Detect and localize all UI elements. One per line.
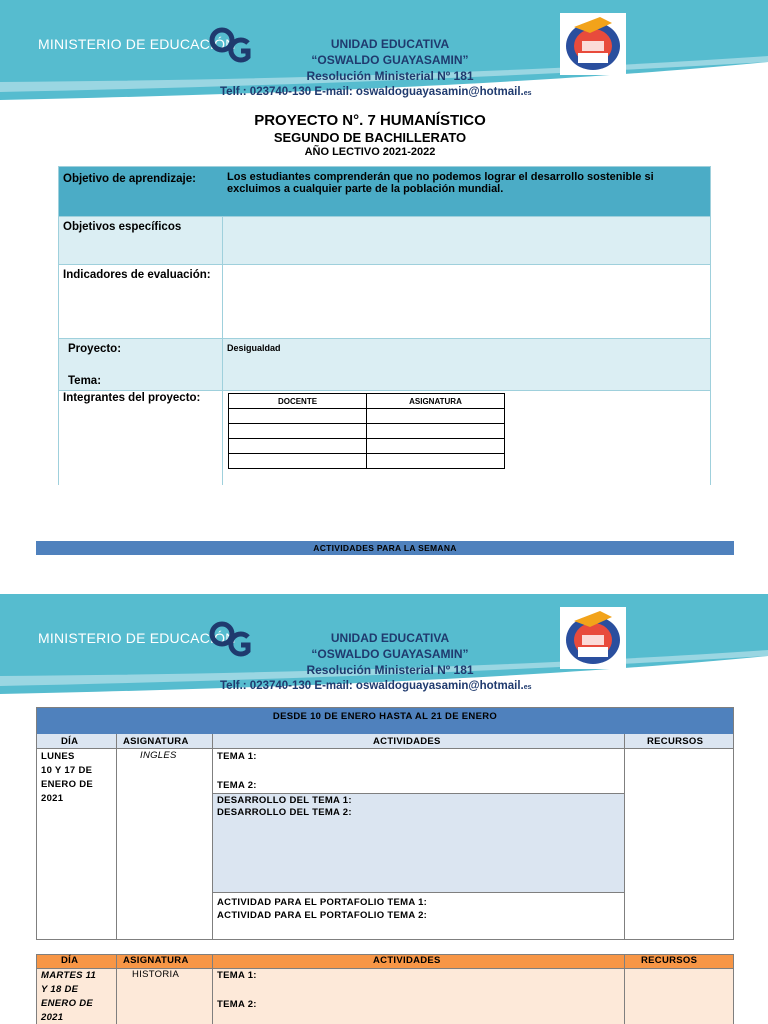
day-line: Y 18 DE xyxy=(41,984,79,995)
resources-header: RECURSOS xyxy=(641,955,698,966)
ministry-label: MINISTERIO DE EDUCACIÓN xyxy=(38,630,236,646)
objectives-table xyxy=(58,166,711,485)
row-divider xyxy=(37,748,733,749)
contact-suffix: es xyxy=(523,90,532,97)
contact-info xyxy=(220,680,532,692)
page-header-2 xyxy=(0,594,768,694)
tema1-label: TEMA 1: xyxy=(217,751,257,762)
project-grade: SEGUNDO DE BACHILLERATO xyxy=(273,130,467,145)
day-line: 10 Y 17 DE xyxy=(41,765,93,776)
day-cell xyxy=(41,969,96,1024)
day-line: ENERO DE xyxy=(41,998,94,1009)
members-table xyxy=(228,393,505,469)
objective-row xyxy=(59,167,710,217)
project-label: Proyecto: xyxy=(68,343,122,355)
member-cell[interactable] xyxy=(367,424,505,439)
member-cell[interactable] xyxy=(367,409,505,424)
specific-objectives-row xyxy=(59,217,710,265)
member-cell[interactable] xyxy=(367,439,505,454)
member-cell[interactable] xyxy=(229,439,367,454)
member-cell[interactable] xyxy=(229,409,367,424)
project-year: AÑO LECTIVO 2021-2022 xyxy=(304,146,436,158)
contact-text: Telf.: 023740-130 E-mail: oswaldoguayasamin@hotmail. xyxy=(220,680,524,692)
resolution: Resolución Ministerial Nº 181 xyxy=(306,663,474,677)
day-header: DÍA xyxy=(61,736,79,747)
subject-header: ASIGNATURA xyxy=(123,736,189,747)
school-info xyxy=(180,36,600,84)
day-line: 2021 xyxy=(41,1012,64,1023)
project-value: Desigualdad xyxy=(227,343,281,353)
column-divider xyxy=(222,217,223,264)
column-divider xyxy=(222,339,223,390)
school-info xyxy=(180,630,600,678)
column-divider xyxy=(212,955,213,1024)
portfolio-tema2: ACTIVIDAD PARA EL PORTAFOLIO TEMA 2: xyxy=(217,910,428,921)
schedule-title xyxy=(37,708,733,734)
page-header xyxy=(0,0,768,100)
specific-objectives-label: Objetivos específicos xyxy=(63,221,182,233)
tema2-label: TEMA 2: xyxy=(217,780,257,791)
school-line2: “OSWALDO GUAYASAMIN” xyxy=(311,53,469,67)
activities-header: ACTIVIDADES xyxy=(373,955,441,966)
member-cell[interactable] xyxy=(229,454,367,469)
column-divider xyxy=(222,391,223,485)
school-crest-icon xyxy=(560,13,626,75)
school-line1: UNIDAD EDUCATIVA xyxy=(330,631,450,645)
tema1-label: TEMA 1: xyxy=(217,970,257,981)
column-divider xyxy=(116,734,117,939)
school-line1: UNIDAD EDUCATIVA xyxy=(330,37,450,51)
school-line2: “OSWALDO GUAYASAMIN” xyxy=(311,647,469,661)
day-cell xyxy=(41,750,93,806)
asignatura-header: ASIGNATURA xyxy=(367,394,505,409)
contact-suffix: es xyxy=(523,684,532,691)
development-tema2: DESARROLLO DEL TEMA 2: xyxy=(217,807,352,818)
members-label: Integrantes del proyecto: xyxy=(63,392,201,404)
day-line: MARTES 11 xyxy=(41,970,97,981)
subject-cell: INGLES xyxy=(140,750,177,761)
column-divider xyxy=(222,265,223,338)
docente-header: DOCENTE xyxy=(229,394,367,409)
column-divider xyxy=(624,734,625,939)
schedule-table-2 xyxy=(36,954,734,1024)
tema2-label: TEMA 2: xyxy=(217,999,257,1010)
portfolio-tema1: ACTIVIDAD PARA EL PORTAFOLIO TEMA 1: xyxy=(217,897,428,908)
indicators-row xyxy=(59,265,710,339)
contact-info xyxy=(220,86,532,98)
schedule-title-text: DESDE 10 DE ENERO HASTA AL 21 DE ENERO xyxy=(272,711,498,722)
development-tema1: DESARROLLO DEL TEMA 1: xyxy=(217,795,352,806)
column-divider xyxy=(624,955,625,1024)
day-line: LUNES xyxy=(41,751,75,762)
subject-cell: HISTORIA xyxy=(132,969,180,980)
schedule-table-1 xyxy=(36,707,734,940)
member-cell[interactable] xyxy=(367,454,505,469)
theme-label: Tema: xyxy=(68,375,102,387)
day-line: 2021 xyxy=(41,793,64,804)
member-cell[interactable] xyxy=(229,424,367,439)
project-row xyxy=(59,339,710,391)
objective-label: Objetivo de aprendizaje: xyxy=(63,173,196,185)
contact-text: Telf.: 023740-130 E-mail: oswaldoguayasamin@hotmail. xyxy=(220,86,524,98)
day-header: DÍA xyxy=(61,955,79,966)
resources-header: RECURSOS xyxy=(647,736,704,747)
activities-header: ACTIVIDADES xyxy=(373,736,441,747)
week-activities-bar: ACTIVIDADES PARA LA SEMANA xyxy=(36,541,734,555)
column-divider xyxy=(116,955,117,1024)
ministry-label: MINISTERIO DE EDUCACIÓN xyxy=(38,36,236,52)
subject-header: ASIGNATURA xyxy=(123,955,189,966)
indicators-label: Indicadores de evaluación: xyxy=(63,269,211,281)
resolution: Resolución Ministerial Nº 181 xyxy=(306,69,474,83)
objective-value: Los estudiantes comprenderán que no podemos lograr el desarrollo sostenible si excluimos a cualquier parte de la población mundial. xyxy=(227,171,654,195)
day-line: ENERO DE xyxy=(41,779,94,790)
project-title: PROYECTO N°. 7 HUMANÍSTICO xyxy=(254,112,486,129)
school-crest-icon xyxy=(560,607,626,669)
